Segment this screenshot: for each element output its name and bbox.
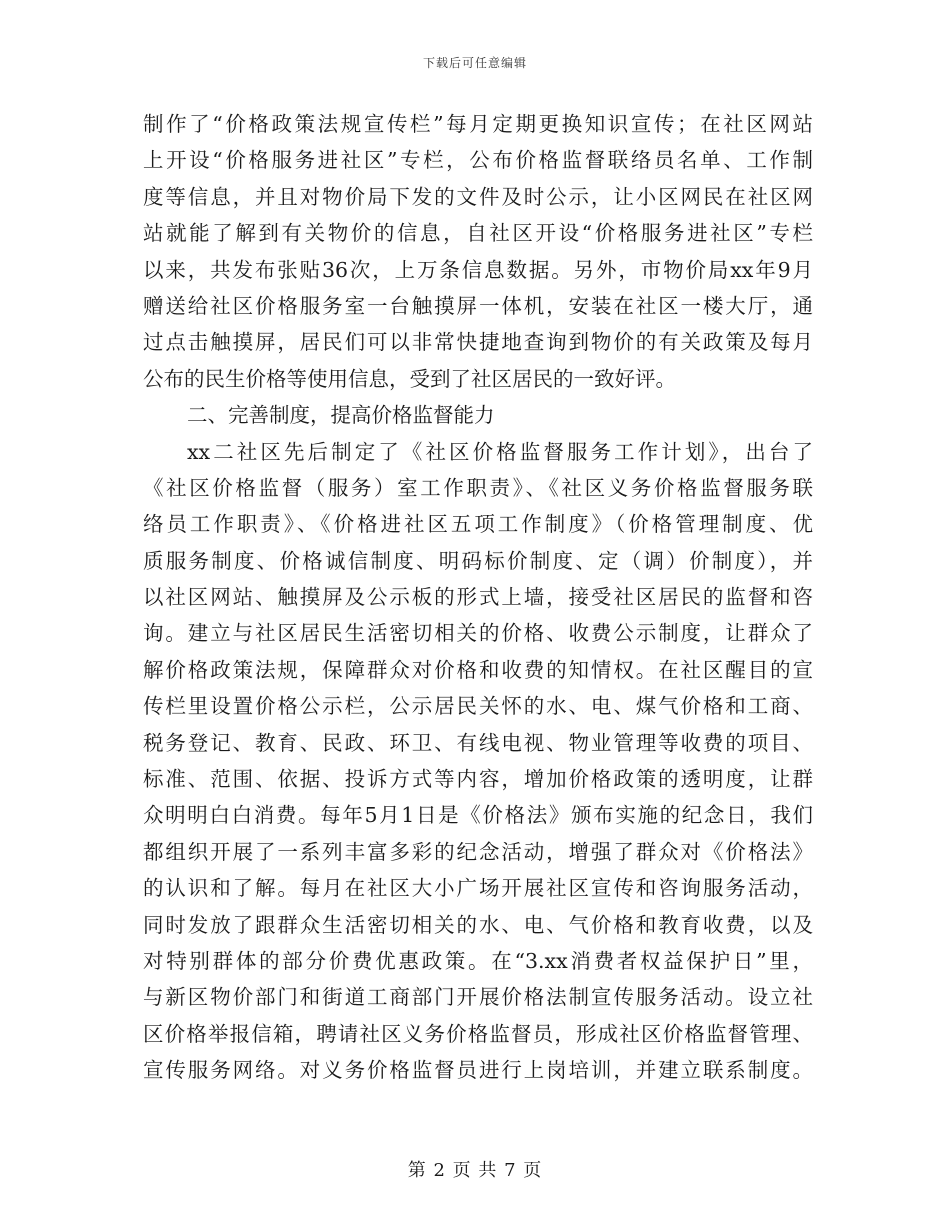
text-line: 上开设“价格服务进社区”专栏，公布价格监督联络员名单、工作制 — [143, 148, 813, 173]
text-line: 公布的民生价格等使用信息，受到了社区居民的一致好评。 — [143, 366, 676, 391]
text-line: 以来，共发布张贴36次，上万条信息数据。另外，市物价局xx年9月 — [143, 257, 813, 282]
text-line: 《社区价格监督（服务）室工作职责》、《社区义务价格监督服务联 — [143, 475, 813, 500]
text-line: 众明明白白消费。每年5月1日是《价格法》颁布实施的纪念日，我们 — [143, 803, 813, 828]
text-line: 赠送给社区价格服务室一台触摸屏一体机，安装在社区一楼大厅，通 — [143, 293, 813, 318]
text-line: 区价格举报信箱，聘请社区义务价格监督员，形成社区价格监督管理、 — [143, 1021, 813, 1046]
page-footer — [0, 1156, 950, 1182]
text-line: 的认识和了解。每月在社区大小广场开展社区宣传和咨询服务活动， — [143, 876, 813, 901]
text-line: 质服务制度、价格诚信制度、明码标价制度、定（调）价制度），并 — [143, 548, 813, 573]
current-page-number: 2 — [433, 1160, 446, 1181]
text-line: 宣传服务网络。对义务价格监督员进行上岗培训，并建立联系制度。 — [143, 1058, 813, 1083]
page-number-suffix: 页 — [523, 1160, 543, 1181]
page-number-prefix: 第 — [407, 1160, 427, 1181]
text-line: 与新区物价部门和街道工商部门开展价格法制宣传服务活动。设立社 — [143, 985, 813, 1010]
text-line: 同时发放了跟群众生活密切相关的水、电、气价格和教育收费，以及 — [143, 912, 813, 937]
page-header: 下载后可任意编辑 — [422, 56, 527, 70]
page-number-middle: 页 共 — [452, 1160, 498, 1181]
text-line: 以社区网站、触摸屏及公示板的形式上墙，接受社区居民的监督和咨 — [143, 585, 813, 610]
total-page-count: 7 — [504, 1160, 517, 1181]
text-line: 都组织开展了一系列丰富多彩的纪念活动，增强了群众对《价格法》 — [143, 839, 813, 864]
text-line: 税务登记、教育、民政、环卫、有线电视、物业管理等收费的项目、 — [143, 730, 813, 755]
paragraph-first-line: xx二社区先后制定了《社区价格监督服务工作计划》，出台了 — [187, 439, 813, 464]
text-line: 络员工作职责》、《价格进社区五项工作制度》（价格管理制度、优 — [143, 512, 813, 537]
text-line: 询。建立与社区居民生活密切相关的价格、收费公示制度，让群众了 — [143, 621, 813, 646]
text-line: 标准、范围、依据、投诉方式等内容，增加价格政策的透明度，让群 — [143, 767, 813, 792]
text-line: 传栏里设置价格公示栏，公示居民关怀的水、电、煤气价格和工商、 — [143, 694, 813, 719]
text-line: 站就能了解到有关物价的信息，自社区开设“价格服务进社区”专栏 — [143, 221, 813, 246]
text-line: 度等信息，并且对物价局下发的文件及时公示，让小区网民在社区网 — [143, 184, 813, 209]
text-line: 对特别群体的部分价费优惠政策。在“3.xx消费者权益保护日”里， — [143, 948, 813, 973]
section-heading: 二、完善制度，提高价格监督能力 — [187, 403, 495, 428]
text-line: 制作了“价格政策法规宣传栏”每月定期更换知识宣传；在社区网站 — [143, 112, 813, 136]
text-line: 解价格政策法规，保障群众对价格和收费的知情权。在社区醒目的宣 — [143, 657, 813, 682]
document-body — [143, 106, 813, 1089]
text-line: 过点击触摸屏，居民们可以非常快捷地查询到物价的有关政策及每月 — [143, 330, 813, 355]
